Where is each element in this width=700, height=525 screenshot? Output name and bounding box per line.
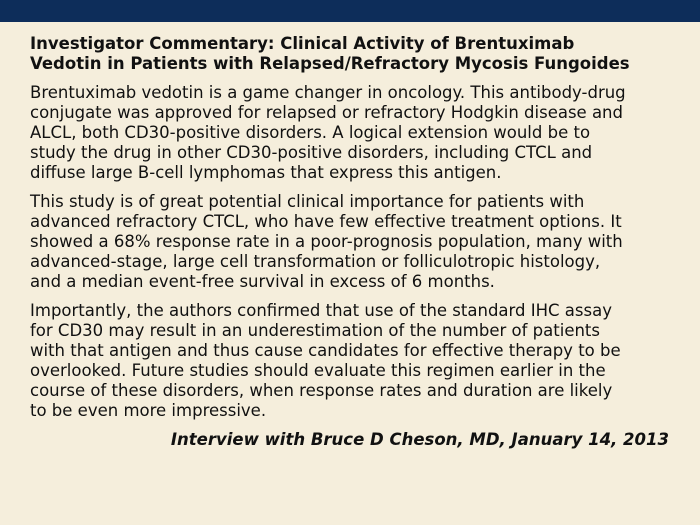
paragraph-3: Importantly, the authors confirmed that use of the standard IHC assay for CD30 may result in an underestimation of the number of patients with that antigen and thus cause candidates for effective therapy to be overlooked. Future studies should evaluate this regimen earlier in the course of these disorders, when response rates and duration are likely to be even more impressive. [30,301,621,420]
paragraph-1: Brentuximab vedotin is a game changer in oncology. This antibody-drug conjugate was approved for relapsed or refractory Hodgkin disease and ALCL, both CD30-positive disorders. A logical extension would be to study the drug in other CD30-positive disorders, including CTCL and diffuse large B-cell lymphomas that express this antigen. [30,83,626,182]
attribution: Interview with Bruce D Cheson, MD, January 14, 2013 [170,430,669,449]
slide-content [30,34,680,450]
slide-title: Investigator Commentary: Clinical Activity of Brentuximab Vedotin in Patients with Relapsed/Refractory Mycosis Fungoides [30,34,630,73]
header-bar [0,0,700,22]
paragraph-2: This study is of great potential clinical importance for patients with advanced refractory CTCL, who have few effective treatment options. It showed a 68% response rate in a poor-prognosis population, many with advanced-stage, large cell transformation or folliculotropic histology, and a median event-free survival in excess of 6 months. [30,192,623,291]
